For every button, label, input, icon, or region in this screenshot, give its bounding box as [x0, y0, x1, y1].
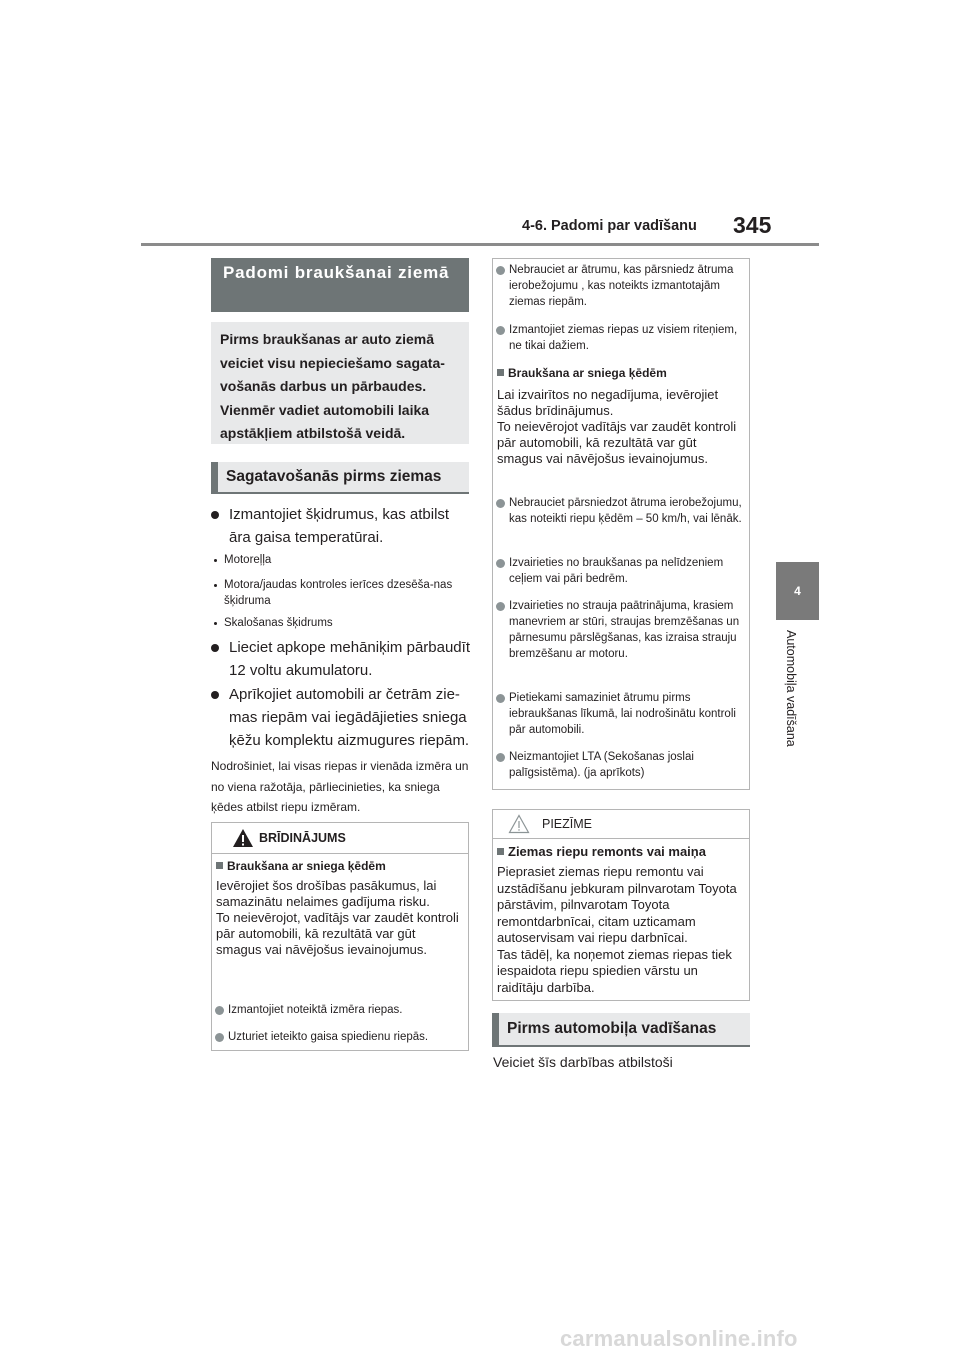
circle-bullet-icon — [496, 694, 505, 703]
warning-box — [211, 822, 469, 1051]
chains-text: Lai izvairītos no negadījuma, ievērojiet šādus brīdinājumus. To neievērojot vadītājs var zaudēt kontroli pār automobili, kā rezultātā var gūt smagus vai nāvējošus ievainojumus. — [497, 387, 737, 466]
small-item — [213, 578, 475, 609]
header-rule — [141, 243, 819, 246]
note-text: Pieprasiet ziemas riepu remontu vai uzstādīšanu jebkuram pilnvarotam Toyota pārstāvim, pilnvarotam Toyota remontdarbnīcai, citam uzticamam autoservisam vai riepu darbnīcai. Tas tādēļ, ka noņemot ziemas riepas tiek iespaidota riepu spiedien vārstu un raidītāju darbība. — [497, 864, 737, 995]
circle-bullet-icon — [215, 1033, 224, 1042]
warning-item — [215, 1002, 465, 1018]
warning-header — [212, 823, 468, 854]
cont-item — [496, 322, 746, 354]
small-item-text: Skalošanas šķidrums — [224, 617, 333, 629]
bullet-dot-icon — [211, 644, 219, 652]
chapter-tab-number: 4 — [776, 562, 819, 620]
bullet-battery — [211, 636, 473, 682]
small-item-text: Motora/jaudas kontroles ierīces dzesēša-nas šķidruma — [224, 579, 453, 607]
circle-bullet-icon — [496, 266, 505, 275]
note-heading — [497, 844, 747, 860]
warning-heading — [216, 858, 466, 874]
circle-bullet-icon — [496, 559, 505, 568]
bullet-dot-icon — [211, 511, 219, 519]
cont-item-text: Izmantojiet ziemas riepas uz visiem riteņiem, ne tikai dažiem. — [509, 324, 738, 352]
warning-item — [215, 1029, 465, 1045]
square-bullet-icon — [497, 848, 504, 855]
small-item-text: Motoreļļa — [224, 554, 272, 566]
bullet-text: Izmantojiet šķidrumus, kas atbilst āra gaisa temperatūrai. — [229, 506, 450, 546]
warning-text: Ievērojiet šos drošības pasākumus, lai samazinātu nelaimes gadījuma risku. To neievērojot, vadītājs var zaudēt kontroli pār automobili, kā rezultātā var gūt smagus vai nāvējošus ievainojumus. — [216, 878, 459, 957]
small-bullet-icon — [214, 584, 217, 587]
chapter-label-text: Automobiļa vadīšana — [784, 630, 798, 747]
subheading-text: Sagatavošanās pirms ziemas — [226, 468, 442, 485]
chains-item — [496, 690, 746, 738]
chains-item-text: Izvairieties no strauja paātrinājuma, krasiem manevriem ar stūri, straujas bremzēšanas un pārnesumu pārslēgšanas, kas izraisa strauju bremzēšanu ar motoru. — [509, 600, 740, 660]
small-bullet-icon — [214, 622, 217, 625]
section-title: 4-6. Padomi par vadīšanu — [522, 218, 697, 234]
bullet-fluids — [211, 503, 473, 549]
note-label: PIEZĪME — [542, 817, 593, 831]
subheading-preparation — [211, 462, 469, 494]
warning-continued-box — [492, 258, 750, 790]
chains-item — [496, 555, 746, 587]
small-bullet-icon — [214, 559, 217, 562]
page-number: 345 — [733, 212, 772, 238]
chapter-tab-label — [776, 620, 819, 780]
square-bullet-icon — [216, 862, 223, 869]
bullet-dot-icon — [211, 691, 219, 699]
circle-bullet-icon — [496, 326, 505, 335]
watermark: carmanualsonline.info — [560, 1326, 798, 1351]
circle-bullet-icon — [215, 1006, 224, 1015]
note-box — [492, 809, 750, 1001]
warning-heading-text: Braukšana ar sniega ķēdēm — [227, 859, 386, 873]
chains-item — [496, 749, 746, 781]
cont-item — [496, 262, 746, 310]
chains-item-text: Nebrauciet pārsniedzot ātruma ierobežojumu, kas noteikti riepu ķēdēm – 50 km/h, vai lēnāk. — [509, 497, 742, 525]
note-heading-text: Ziemas riepu remonts vai maiņa — [508, 844, 706, 859]
note-header — [493, 810, 749, 839]
small-item — [213, 616, 475, 632]
chains-item — [496, 598, 746, 662]
warning-item-text: Izmantojiet noteiktā izmēra riepas. — [228, 1004, 403, 1016]
chains-item — [496, 495, 746, 527]
circle-bullet-icon — [496, 602, 505, 611]
subheading-before-driving — [492, 1013, 750, 1047]
bullet-text: Aprīkojiet automobili ar četrām zie-mas riepām vai iegādājieties sniega ķēžu komplektu aizmugures riepām. — [229, 686, 470, 749]
chains-heading-text: Braukšana ar sniega ķēdēm — [508, 366, 667, 380]
square-bullet-icon — [497, 369, 504, 376]
bullet-text: Lieciet apkope mehāniķim pārbaudīt 12 voltu akumulatoru. — [229, 639, 470, 679]
warning-label: BRĪDINĀJUMS — [259, 831, 346, 845]
tire-note: Nodrošiniet, lai visas riepas ir vienāda izmēra un no viena ražotāja, pārliecinieties, ka sniega ķēdes atbilst riepu izmēram. — [211, 759, 469, 814]
chains-item-text: Pietiekami samaziniet ātrumu pirms iebraukšanas līkumā, lai nodrošinātu kontroli pār automobili. — [509, 692, 736, 736]
circle-bullet-icon — [496, 499, 505, 508]
circle-bullet-icon — [496, 753, 505, 762]
subheading-text: Pirms automobiļa vadīšanas — [507, 1020, 717, 1037]
page-title-bar — [211, 258, 469, 312]
intro-box — [211, 322, 469, 444]
small-item — [213, 553, 475, 569]
chains-heading — [497, 365, 747, 381]
intro-text: Pirms braukšanas ar auto ziemā veiciet visu nepieciešamo sagata-vošanās darbus un pārbaudes. Vienmēr vadiet automobili laika apstākļiem atbilstošā veidā. — [220, 331, 445, 441]
chains-item-text: Izvairieties no braukšanas pa nelīdzeniem ceļiem vai pāri bedrēm. — [509, 557, 724, 585]
warning-triangle-icon — [232, 828, 254, 848]
cont-item-text: Nebrauciet ar ātrumu, kas pārsniedz ātruma ierobežojumu , kas noteikts izmantotajām ziemas riepām. — [509, 264, 734, 308]
final-paragraph: Veiciet šīs darbības atbilstoši — [493, 1054, 673, 1070]
warning-item-text: Uzturiet ieteikto gaisa spiedienu riepās. — [228, 1031, 429, 1043]
caution-triangle-icon — [508, 814, 530, 834]
chains-item-text: Neizmantojiet LTA (Sekošanas joslai palīgsistēma). (ja aprīkots) — [509, 751, 694, 779]
page-title: Padomi braukšanai ziemā — [223, 263, 450, 282]
bullet-tires — [211, 683, 473, 752]
